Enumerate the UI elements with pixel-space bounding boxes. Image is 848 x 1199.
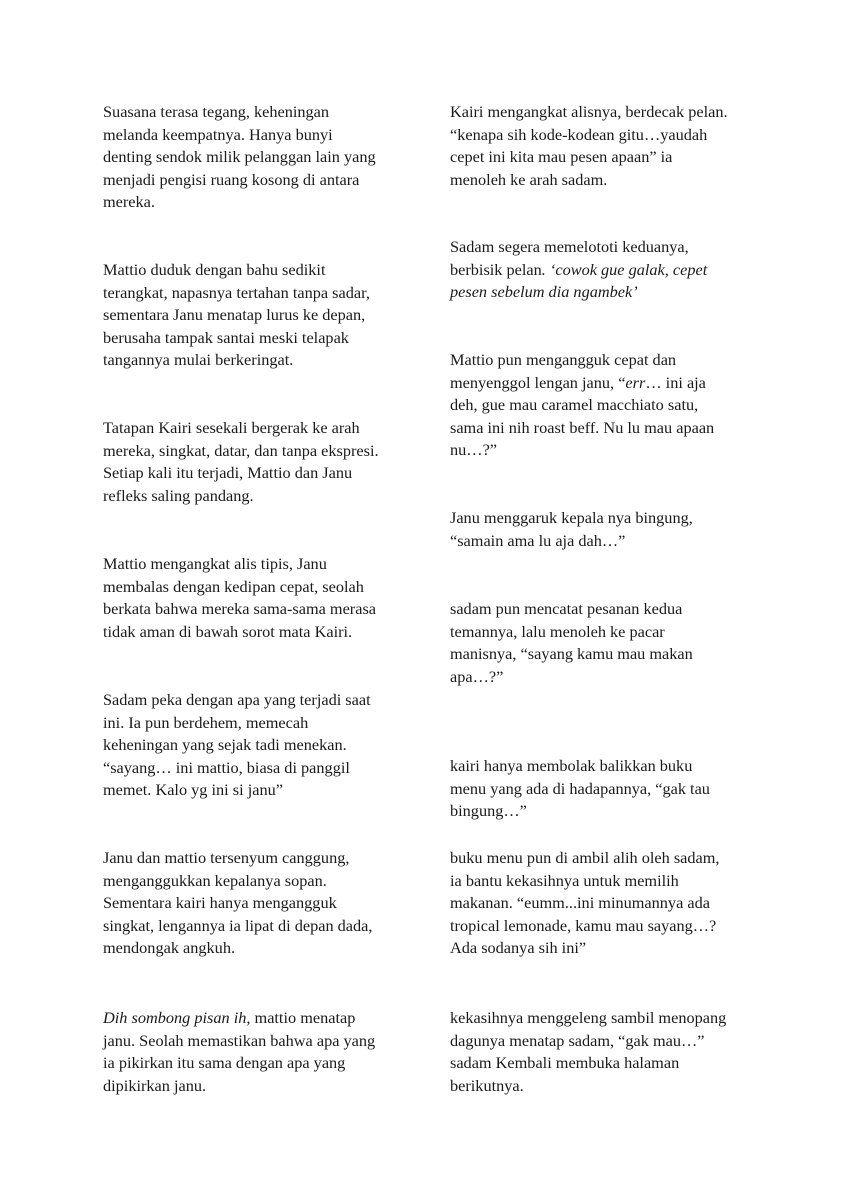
text-line: menu yang ada di hadapannya, “gak tau <box>450 778 710 798</box>
text-line: Sadam segera memelototi keduanya, <box>450 237 689 256</box>
paragraph-right-5 <box>450 598 750 688</box>
text-line: singkat, lengannya ia lipat di depan dada, <box>103 915 373 935</box>
text-line: deh, gue mau caramel macchiato satu, <box>450 395 699 415</box>
text-line: menganggukkan kepalanya sopan. <box>103 870 327 890</box>
text-line: tidak aman di bawah sorot mata Kairi. <box>103 621 353 641</box>
text-line: dagunya menatap sadam, “gak mau…” <box>450 1030 705 1050</box>
text-run: menyenggol lengan janu, “ <box>450 372 626 392</box>
text-line: Tatapan Kairi sesekali bergerak ke arah <box>103 418 360 437</box>
paragraph-left-1 <box>103 101 403 214</box>
text-line: berusaha tampak santai meski telapak <box>103 327 349 347</box>
text-line: terangkat, napasnya tertahan tanpa sadar, <box>103 282 370 302</box>
paragraph-left-7 <box>103 1007 403 1097</box>
paragraph-right-7 <box>450 847 750 960</box>
italic-whisper: . ‘cowok gue galak, cepet <box>541 259 708 279</box>
text-line: Janu dan mattio tersenyum canggung, <box>103 848 350 867</box>
text-line: melanda keempatnya. Hanya bunyi <box>103 124 333 144</box>
text-line: dipikirkan janu. <box>103 1075 207 1095</box>
text-line: denting sendok milik pelanggan lain yang <box>103 147 376 167</box>
text-line: Setiap kali itu terjadi, Mattio dan Janu <box>103 463 353 483</box>
text-line: berkata bahwa mereka sama-sama merasa <box>103 599 377 619</box>
text-line: nu…?” <box>450 440 498 460</box>
text-line: makanan. “eumm...ini minumannya ada <box>450 893 710 913</box>
text-line: “kenapa sih kode-kodean gitu…yaudah <box>450 124 708 144</box>
text-line: cepet ini kita mau pesen apaan” ia <box>450 147 673 167</box>
text-line: tropical lemonade, kamu mau sayang…? <box>450 915 717 935</box>
text-line: mereka. <box>103 192 155 212</box>
paragraph-right-3 <box>450 349 750 462</box>
text-line: sementara Janu menatap lurus ke depan, <box>103 305 366 325</box>
italic-thought: Dih sombong pisan ih, <box>103 1008 251 1027</box>
text-run: … ini aja <box>645 372 706 392</box>
italic-word: err <box>625 372 646 392</box>
text-line: manisnya, “sayang kamu mau makan <box>450 644 693 664</box>
text-line: ia pikirkan itu sama dengan apa yang <box>103 1053 346 1073</box>
text-line: Suasana terasa tegang, keheningan <box>103 102 330 121</box>
text-line: ia bantu kekasihnya untuk memilih <box>450 870 679 890</box>
paragraph-left-6 <box>103 847 403 960</box>
text-line: Sementara kairi hanya mengangguk <box>103 893 337 913</box>
text-line: tangannya mulai berkeringat. <box>103 350 294 370</box>
italic-whisper: pesen sebelum dia ngambek’ <box>450 282 638 302</box>
text-line: sama ini nih roast beff. Nu lu mau apaan <box>450 417 715 437</box>
text-line: Mattio mengangkat alis tipis, Janu <box>103 554 327 573</box>
text-line: Mattio duduk dengan bahu sedikit <box>103 260 326 279</box>
text-line: apa…?” <box>450 666 504 686</box>
text-line: keheningan yang sejak tadi menekan. <box>103 735 347 755</box>
text-line: mendongak angkuh. <box>103 938 236 958</box>
text-line: memet. Kalo yg ini si janu” <box>103 780 283 800</box>
text-line: menoleh ke arah sadam. <box>450 169 608 189</box>
text-line: mereka, singkat, datar, dan tanpa ekspresi. <box>103 440 379 460</box>
paragraph-left-2 <box>103 259 403 372</box>
text-line: berikutnya. <box>450 1075 524 1095</box>
paragraph-right-4 <box>450 507 750 552</box>
text-line <box>450 372 750 395</box>
text-line <box>450 259 750 282</box>
paragraph-left-5 <box>103 689 403 802</box>
text-line: Kairi mengangkat alisnya, berdecak pelan. <box>450 102 728 121</box>
text-line: sadam pun mencatat pesanan kedua <box>450 599 683 618</box>
paragraph-right-6 <box>450 755 750 823</box>
text-line: “sayang… ini mattio, biasa di panggil <box>103 757 350 777</box>
text-line: buku menu pun di ambil alih oleh sadam, <box>450 848 720 867</box>
text-line: Mattio pun mengangguk cepat dan <box>450 350 677 369</box>
paragraph-left-3 <box>103 417 403 507</box>
text-line: janu. Seolah memastikan bahwa apa yang <box>103 1030 376 1050</box>
text-line: “samain ama lu aja dah…” <box>450 530 626 550</box>
text-line: Sadam peka dengan apa yang terjadi saat <box>103 690 371 709</box>
paragraph-right-8 <box>450 1007 750 1097</box>
text-line: membalas dengan kedipan cepat, seolah <box>103 576 364 596</box>
text-line: menjadi pengisi ruang kosong di antara <box>103 169 360 189</box>
text-line: temannya, lalu menoleh ke pacar <box>450 621 665 641</box>
text-line: Ada sodanya sih ini” <box>450 938 587 958</box>
text-line: refleks saling pandang. <box>103 485 254 505</box>
text-run: mattio menatap <box>250 1008 356 1027</box>
paragraph-right-1 <box>450 101 750 191</box>
text-line: bingung…” <box>450 801 527 821</box>
text-line <box>103 1007 403 1030</box>
text-line: kekasihnya menggeleng sambil menopang <box>450 1008 727 1027</box>
text-line: kairi hanya membolak balikkan buku <box>450 756 693 775</box>
text-line: Janu menggaruk kepala nya bingung, <box>450 508 693 527</box>
paragraph-right-2 <box>450 236 750 304</box>
paragraph-left-4 <box>103 553 403 643</box>
text-line: sadam Kembali membuka halaman <box>450 1053 680 1073</box>
text-line: ini. Ia pun berdehem, memecah <box>103 712 309 732</box>
text-run: berbisik pelan <box>450 259 542 279</box>
